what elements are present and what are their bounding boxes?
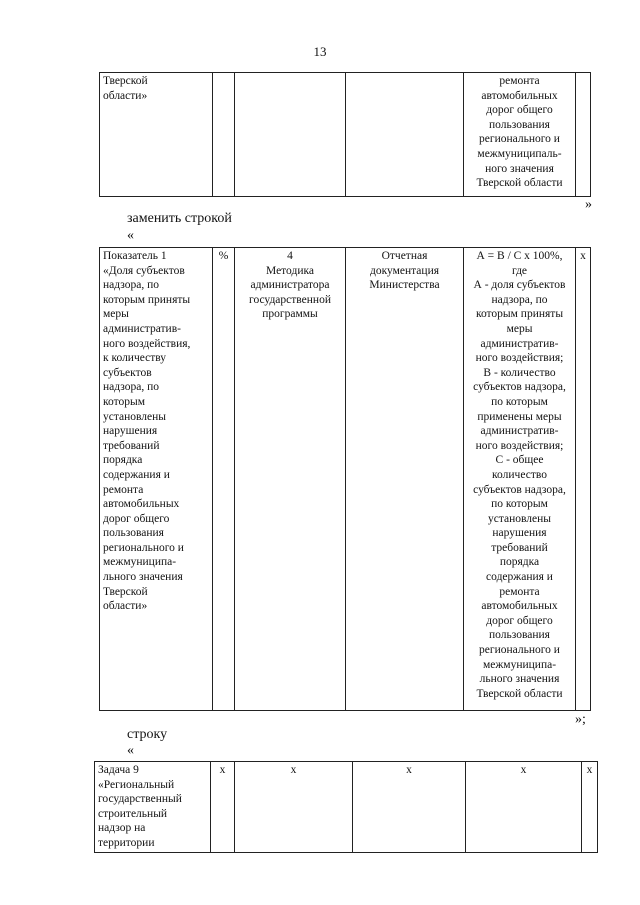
- task-cell-6: х: [582, 762, 598, 853]
- indicator-last-cell: х: [576, 248, 591, 711]
- opening-quote: «: [127, 743, 134, 758]
- indicator-unit-cell: %: [213, 248, 235, 711]
- indicator-formula-cell: А = В / С х 100%, где А - доля субъектов надзора, по которым приняты меры административ- ного воздействия; В - количество субъектов надзора, по которым применены меры административ- ного воздействия; С - общее количество субъектов надзора, по которым установлены нарушения требований порядка содержания и ремонта автомобильных дорог общего пользования регионального и межмуниципа- льного значения Тверской области: [464, 248, 576, 711]
- opening-quote: «: [127, 228, 134, 243]
- task-cell-2: х: [211, 762, 235, 853]
- task-cell-4: х: [353, 762, 466, 853]
- indicator-table: [99, 247, 591, 711]
- task-cell-5: х: [466, 762, 582, 853]
- task-cell-3: х: [235, 762, 353, 853]
- unit-cell: [213, 73, 235, 197]
- empty-cell: [576, 73, 591, 197]
- task-name-cell: Задача 9 «Региональный государственный строительный надзор на территории: [95, 762, 211, 853]
- replace-with-row-label: заменить строкой: [127, 211, 232, 226]
- method-cell: [235, 73, 346, 197]
- closing-quote-semicolon: »;: [575, 712, 586, 727]
- row-label: строку: [127, 727, 168, 742]
- task-table: [94, 761, 598, 853]
- formula-cell: ремонта автомобильных дорог общего пользования регионального и межмуниципаль- ного значения Тверской области: [464, 73, 576, 197]
- top-table-fragment: [99, 72, 591, 197]
- region-name-cell: Тверской области»: [100, 73, 213, 197]
- page-number: 13: [313, 44, 327, 59]
- source-cell: [346, 73, 464, 197]
- indicator-source-cell: Отчетная документация Министерства: [346, 248, 464, 711]
- indicator-name-cell: Показатель 1 «Доля субъектов надзора, по которым приняты меры административ- ного воздействия, к количеству субъектов надзора, по которым установлены нарушения требований порядка содержания и ремонта автомобильных дорог общего пользования регионального и межмуниципа- льного значения Тверской области»: [100, 248, 213, 711]
- indicator-method-cell: 4 Методика администратора государственной программы: [235, 248, 346, 711]
- closing-quote: »: [585, 197, 592, 212]
